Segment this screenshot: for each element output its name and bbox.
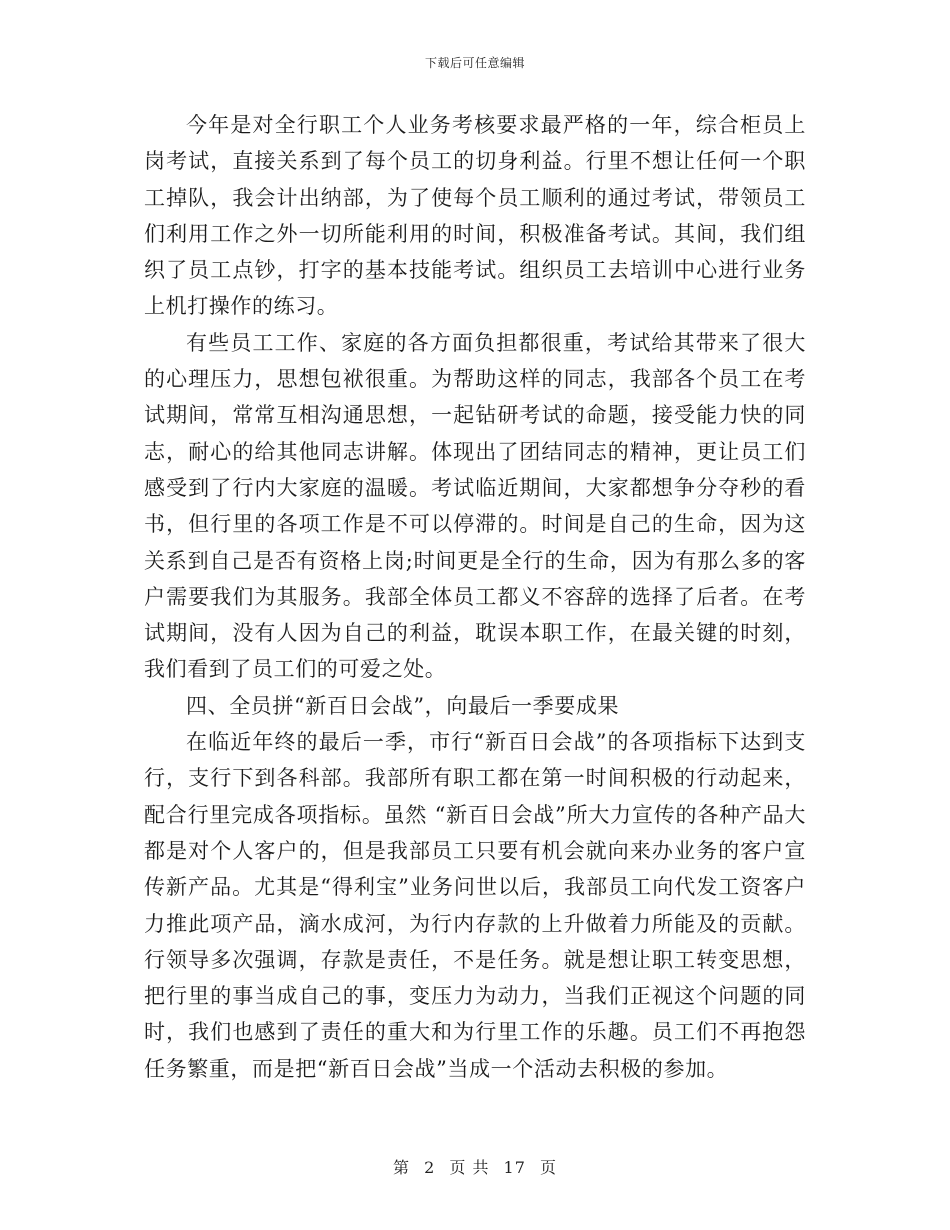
footer-prefix: 第 [392,1158,410,1177]
footer-middle: 页 共 [449,1158,490,1177]
section-heading-four: 四、全员拼“新百日会战”，向最后一季要成果 [186,693,620,718]
page-header-note: 下载后可任意编辑 [424,56,525,70]
paragraph-exam-preparation: 今年是对全行职工个人业务考核要求最严格的一年，综合柜员上岗考试，直接关系到了每个员工的切身利益。行里不想让任何一个职工掉队，我会计出纳部，为了使每个员工顺利的通过考试，带领员工们利用工作之外一切所能利用的时间，积极准备考试。其间，我们组织了员工点钞，打字的基本技能考试。组织员工去培训中心进行业务上机打操作的练习。 [144,113,806,319]
document-body [144,107,806,1087]
page-footer [0,1155,950,1178]
paragraph-mutual-help: 有些员工工作、家庭的各方面负担都很重，考试给其带来了很大的心理压力，思想包袱很重。为帮助这样的同志，我部各个员工在考试期间，常常互相沟通思想，一起钻研考试的命题，接受能力快的同志，耐心的给其他同志讲解。体现出了团结同志的精神，更让员工们感受到了行内大家庭的温暖。考试临近期间，大家都想争分夺秒的看书，但行里的各项工作是不可以停滞的。时间是自己的生命，因为这关系到自己是否有资格上岗;时间更是全行的生命，因为有那么多的客户需要我们为其服务。我部全体员工都义不容辞的选择了后者。在考试期间，没有人因为自己的利益，耽误本职工作，在最关键的时刻，我们看到了员工们的可爱之处。 [144,330,806,682]
paragraph-hundred-day-campaign: 在临近年终的最后一季，市行“新百日会战”的各项指标下达到支行，支行下到各科部。我部所有职工都在第一时间积极的行动起来，配合行里完成各项指标。虽然 “新百日会战”所大力宣传的各种产品大都是对个人客户的，但是我部员工只要有机会就向来办业务的客户宣传新产品。尤其是“得利宝”业务问世以后，我部员工向代发工资客户力推此项产品，滴水成河，为行内存款的上升做着力所能及的贡献。行领导多次强调，存款是责任，不是任务。就是想让职工转变思想，把行里的事当成自己的事，变压力为动力，当我们正视这个问题的同时，我们也感到了责任的重大和为行里工作的乐趣。员工们不再抱怨任务繁重，而是把“新百日会战”当成一个活动去积极的参加。 [144,730,806,1081]
footer-page-number: 2 [424,1158,436,1177]
footer-total-pages: 17 [503,1158,526,1177]
footer-suffix: 页 [540,1158,558,1177]
